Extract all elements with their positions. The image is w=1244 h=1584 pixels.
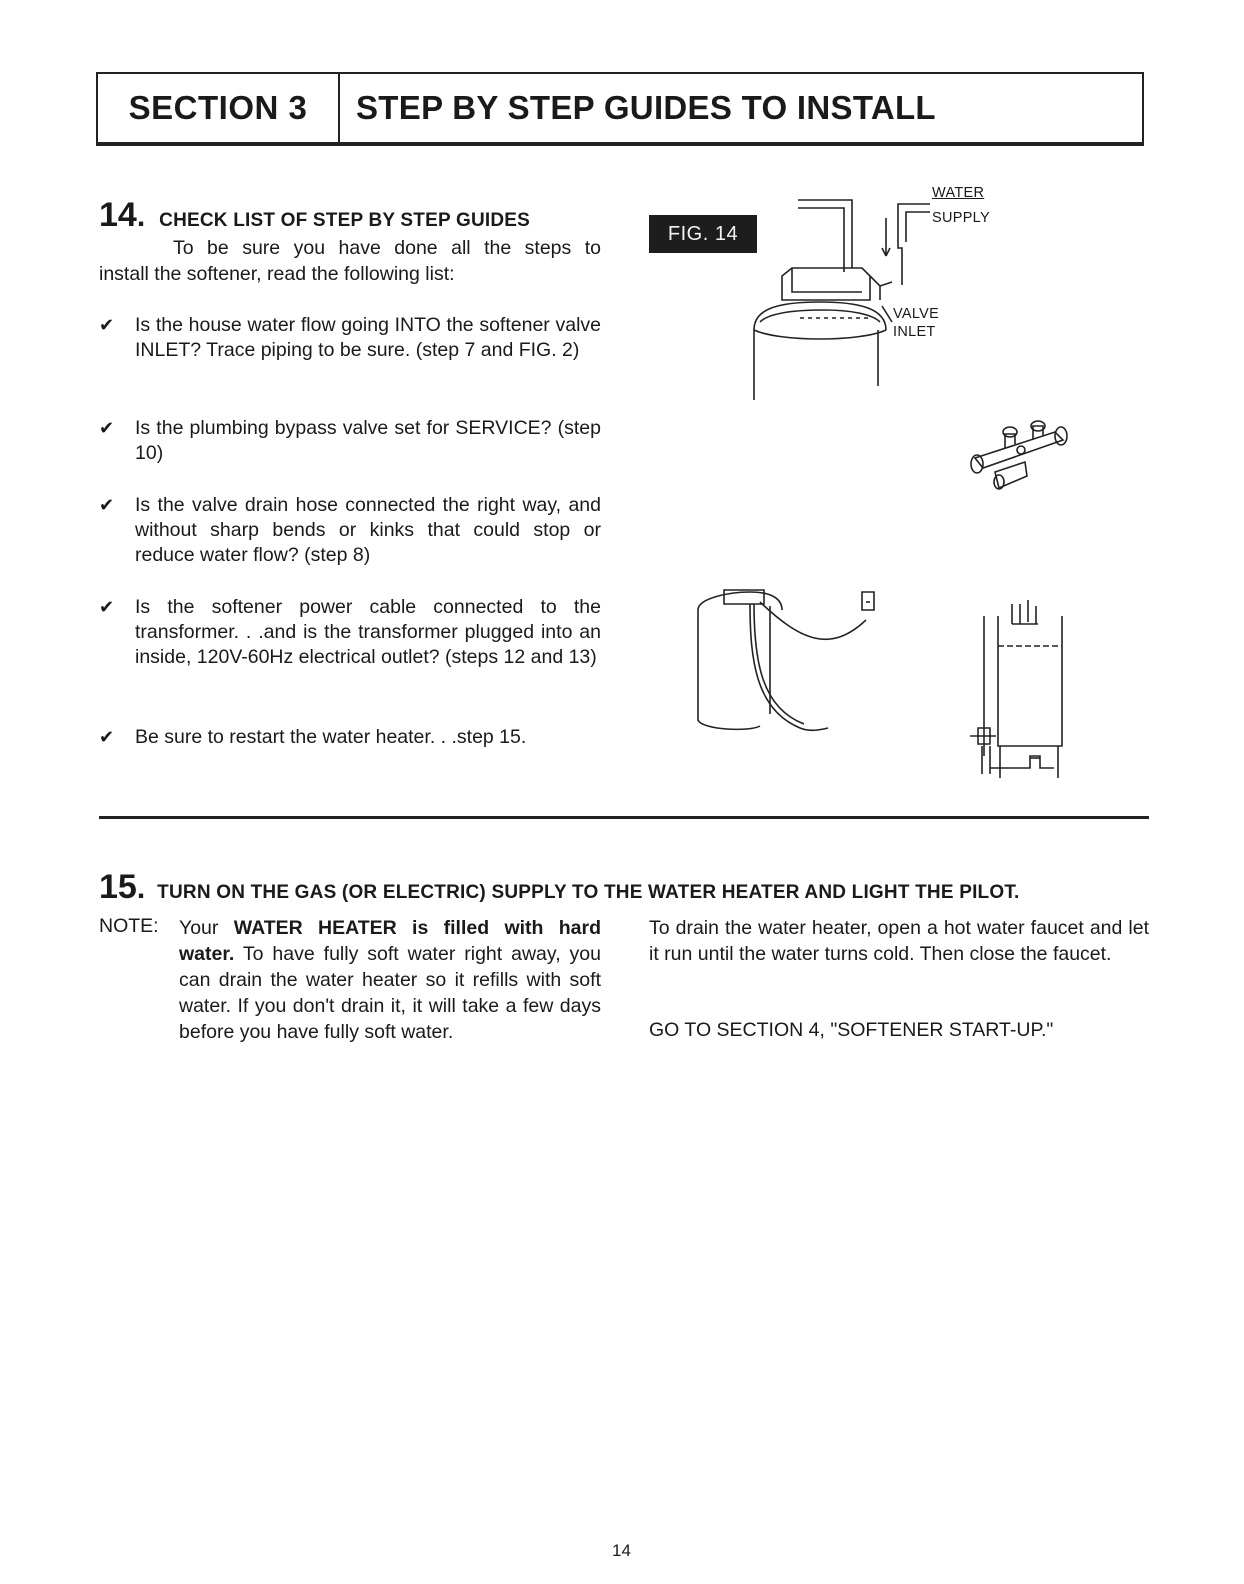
note-label: NOTE: xyxy=(99,915,159,937)
softener-power-cable-illustration xyxy=(690,580,890,750)
checkmark-icon: ✔ xyxy=(99,315,115,335)
valve-label: VALVE xyxy=(893,306,940,322)
water-heater-illustration xyxy=(960,596,1070,786)
step-14-heading xyxy=(99,196,531,235)
inlet-label: INLET xyxy=(893,324,936,340)
checklist-item xyxy=(99,595,609,670)
section-header xyxy=(96,72,1144,146)
note-emphasis: WATER HEATER is filled with hard water. xyxy=(179,917,602,965)
water-label: WATER xyxy=(932,185,985,201)
checklist-item xyxy=(99,725,609,750)
section-divider xyxy=(99,816,1149,819)
checkmark-icon: ✔ xyxy=(99,418,115,438)
checkmark-icon: ✔ xyxy=(99,597,115,617)
checklist-item xyxy=(99,416,609,466)
step-14-title: CHECK LIST OF STEP BY STEP GUIDES xyxy=(159,210,531,231)
figure-label: FIG. 14 xyxy=(649,215,757,253)
step-14-number: 14. xyxy=(99,196,146,234)
checklist-item-text: Is the plumbing bypass valve set for SERVICE? (step 10) xyxy=(135,417,601,464)
checklist-item xyxy=(99,493,609,568)
supply-label: SUPPLY xyxy=(932,210,990,226)
checklist-item-text: Is the softener power cable connected to the transformer. . .and is the transformer plugged into an inside, 120V-60Hz electrical outlet? (steps 12 and 13) xyxy=(135,596,601,668)
checklist-item xyxy=(99,313,609,363)
step-15-heading xyxy=(99,868,1020,907)
note-text xyxy=(179,915,601,1045)
checkmark-icon: ✔ xyxy=(99,495,115,515)
checklist-item-text: Is the valve drain hose connected the right way, and without sharp bends or kinks that could stop or reduce water flow? (step 8) xyxy=(135,494,601,566)
goto-next-section: GO TO SECTION 4, "SOFTENER START-UP." xyxy=(649,1019,1054,1041)
intro-line-1: To be sure you have done all the steps to xyxy=(173,237,601,259)
intro-line-2: install the softener, read the following list: xyxy=(99,263,455,285)
section-title: STEP BY STEP GUIDES TO INSTALL xyxy=(356,89,936,126)
checkmark-icon: ✔ xyxy=(99,727,115,747)
step-15-title: TURN ON THE GAS (OR ELECTRIC) SUPPLY TO THE WATER HEATER AND LIGHT THE PILOT. xyxy=(157,882,1020,903)
note-body: To have fully soft water right away, you can drain the water heater so it refills with soft water. If you don't drain it, it will take a few days before you have fully soft water. xyxy=(179,943,601,1043)
page-number: 14 xyxy=(612,1541,631,1560)
step-15-number: 15. xyxy=(99,868,146,906)
section-number: SECTION 3 xyxy=(98,74,340,142)
step-14-intro xyxy=(99,235,601,287)
bypass-valve-illustration xyxy=(965,418,1085,498)
drain-instructions: To drain the water heater, open a hot water faucet and let it run until the water turns cold. Then close the faucet. xyxy=(649,917,1149,965)
checklist-item-text: Be sure to restart the water heater. . .step 15. xyxy=(135,726,527,748)
note-intro: Your xyxy=(179,917,219,939)
checklist-item-text: Is the house water flow going INTO the softener valve INLET? Trace piping to be sure. (step 7 and FIG. 2) xyxy=(135,314,601,361)
